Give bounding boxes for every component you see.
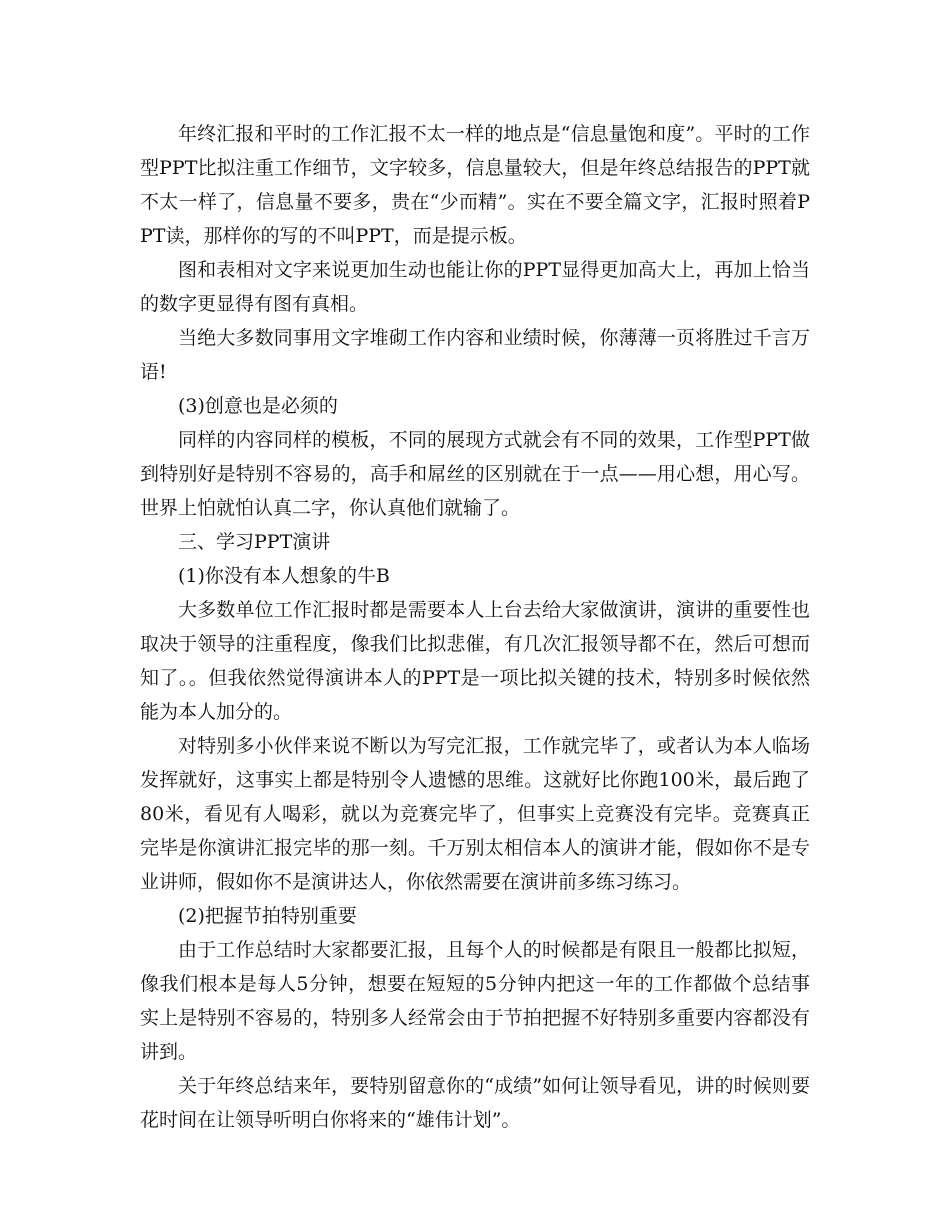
paragraph: 同样的内容同样的模板，不同的展现方式就会有不同的效果，工作型PPT做到特别好是特别不容易的，高手和屌丝的区别就在于一点——用心想，用心写。世界上怕就怕认真二字，你认真他们就输了。 bbox=[140, 429, 810, 519]
paragraph: 当绝大多数同事用文字堆砌工作内容和业绩时候，你薄薄一页将胜过千言万语! bbox=[140, 327, 810, 383]
paragraph: 关于年终总结来年，要特别留意你的“成绩”如何让领导看见，讲的时候则要花时间在让领导听明白你将来的“雄伟计划”。 bbox=[140, 1075, 810, 1131]
paragraph: 年终汇报和平时的工作汇报不太一样的地点是“信息量饱和度”。平时的工作型PPT比拟注重工作细节，文字较多，信息量较大，但是年终总结报告的PPT就不太一样了，信息量不要多，贵在“少而精”。实在不要全篇文字，汇报时照着PPT读，那样你的写的不叫PPT，而是提示板。 bbox=[140, 123, 810, 247]
section-heading: 三、学习PPT演讲 bbox=[178, 531, 331, 553]
section-heading: (2)把握节拍特别重要 bbox=[178, 905, 357, 927]
document-body bbox=[140, 117, 810, 1137]
paragraph: 大多数单位工作汇报时都是需要本人上台去给大家做演讲，演讲的重要性也取决于领导的注重程度，像我们比拟悲催，有几次汇报领导都不在，然后可想而知了。。但我依然觉得演讲本人的PPT是一项比拟关键的技术，特别多时候依然能为本人加分的。 bbox=[140, 599, 810, 723]
section-heading: (1)你没有本人想象的牛B bbox=[178, 565, 390, 587]
section-heading: (3)创意也是必须的 bbox=[178, 395, 338, 417]
paragraph: 图和表相对文字来说更加生动也能让你的PPT显得更加高大上，再加上恰当的数字更显得有图有真相。 bbox=[140, 259, 810, 315]
paragraph: 对特别多小伙伴来说不断以为写完汇报，工作就完毕了，或者认为本人临场发挥就好，这事实上都是特别令人遗憾的思维。这就好比你跑100米，最后跑了80米，看见有人喝彩，就以为竞赛完毕了，但事实上竞赛没有完毕。竞赛真正完毕是你演讲汇报完毕的那一刻。千万别太相信本人的演讲才能，假如你不是专业讲师，假如你不是演讲达人，你依然需要在演讲前多练习练习。 bbox=[140, 735, 810, 893]
paragraph: 由于工作总结时大家都要汇报，且每个人的时候都是有限且一般都比拟短，像我们根本是每人5分钟，想要在短短的5分钟内把这一年的工作都做个总结事实上是特别不容易的，特别多人经常会由于节拍把握不好特别多重要内容都没有讲到。 bbox=[140, 939, 810, 1063]
